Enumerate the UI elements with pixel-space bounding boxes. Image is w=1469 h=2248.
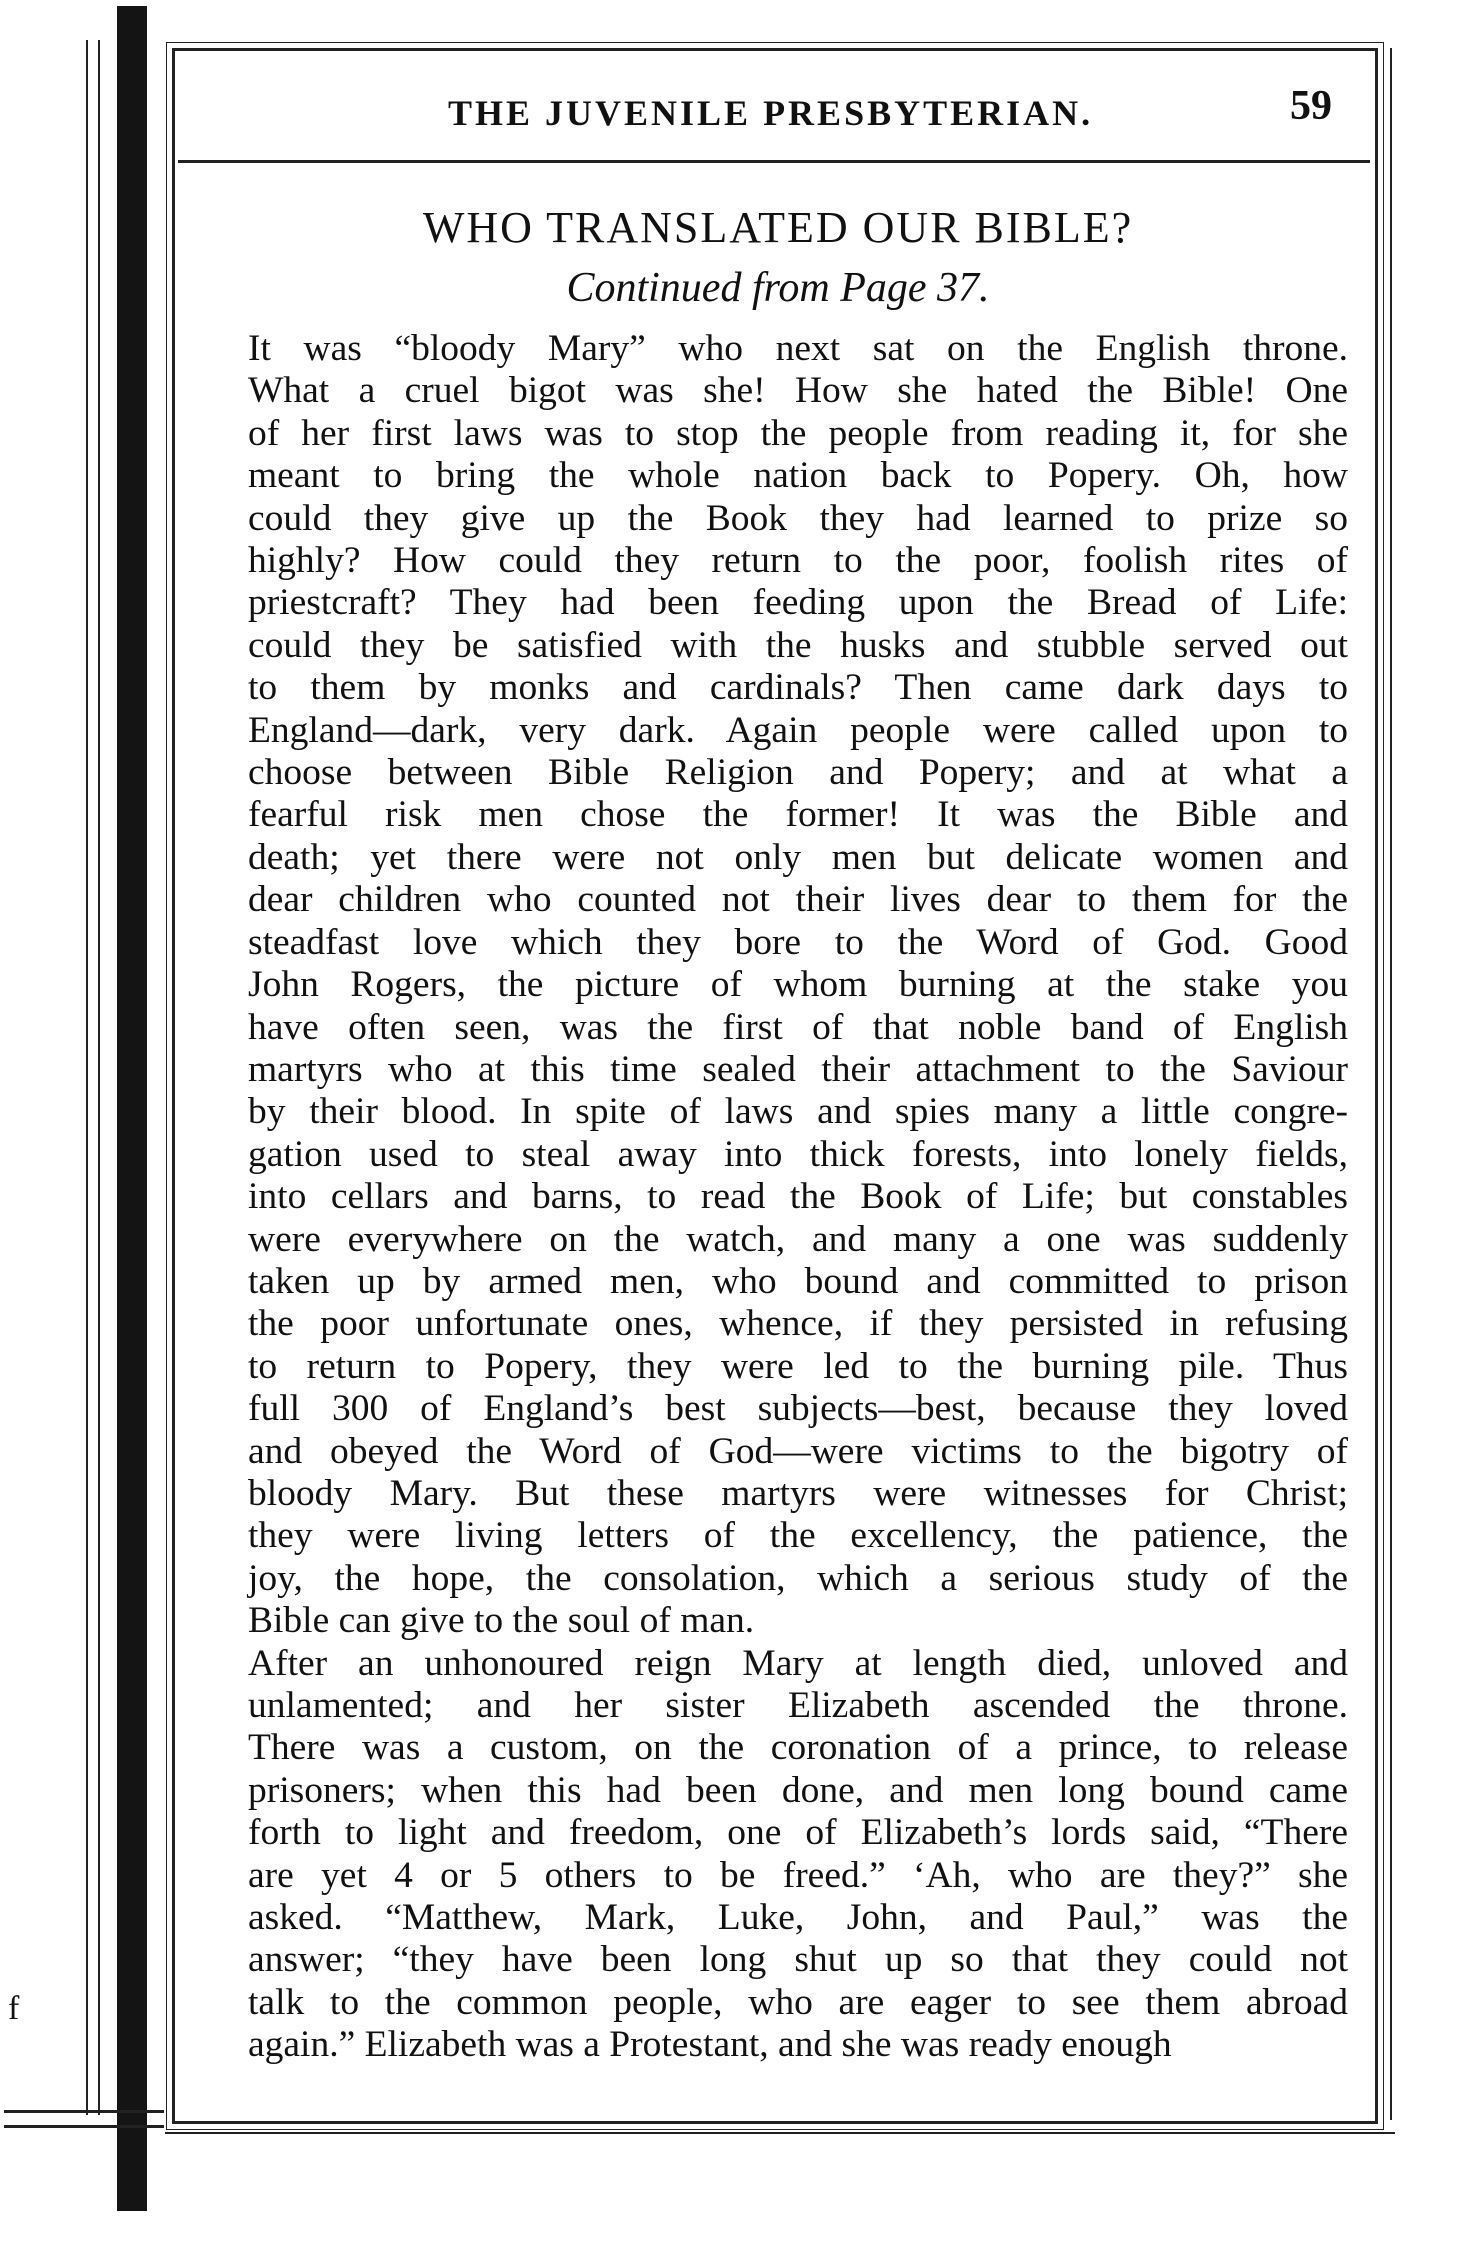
text-line: After an unhonoured reign Mary at length died, unloved and <box>248 1642 1348 1684</box>
text-line: could they give up the Book they had learned to prize so <box>248 497 1348 539</box>
text-line: talk to the common people, who are eager to see them abroad <box>248 1981 1348 2023</box>
frame-bottom-rule <box>165 2132 1395 2134</box>
text-line: Bible can give to the soul of man. <box>248 1600 755 1642</box>
running-header <box>178 52 1370 163</box>
text-line: bloody Mary. But these martyrs were witnesses for Christ; <box>248 1472 1348 1514</box>
article-subtitle: Continued from Page 37. <box>566 265 990 311</box>
text-line: again.” Elizabeth was a Protestant, and she was ready enough <box>248 2024 1172 2066</box>
text-line: highly? How could they return to the poor, foolish rites of <box>248 540 1348 582</box>
binding-foot-rule <box>4 2110 164 2113</box>
text-line: to them by monks and cardinals? Then came dark days to <box>248 667 1348 709</box>
text-line: fearful risk men chose the former! It was the Bible and <box>248 794 1348 836</box>
text-line: unlamented; and her sister Elizabeth ascended the throne. <box>248 1685 1348 1726</box>
text-line: prisoners; when this had been done, and men long bound came <box>248 1769 1348 1811</box>
frame-right-rule <box>1390 48 1392 2120</box>
binding-rule-inner <box>98 40 100 2115</box>
article-body <box>208 328 1348 2067</box>
text-line: the poor unfortunate ones, whence, if they persisted in refusing <box>248 1303 1348 1345</box>
page-number: 59 <box>1290 83 1332 129</box>
article-title: WHO TRANSLATED OUR BIBLE? <box>422 203 1134 252</box>
text-line: they were living letters of the excellency, the patience, the <box>248 1515 1348 1557</box>
text-line: and obeyed the Word of God—were victims to the bigotry of <box>248 1430 1348 1472</box>
text-line: martyrs who at this time sealed their attachment to the Saviour <box>248 1048 1348 1090</box>
journal-title: THE JUVENILE PRESBYTERIAN. <box>448 93 1094 133</box>
text-line: forth to light and freedom, one of Elizabeth’s lords said, “There <box>248 1812 1348 1854</box>
text-line: full 300 of England’s best subjects—best, because they loved <box>248 1388 1348 1430</box>
text-line: England—dark, very dark. Again people were called upon to <box>248 709 1348 751</box>
text-line: What a cruel bigot was she! How she hated the Bible! One <box>248 370 1348 412</box>
text-line: John Rogers, the picture of whom burning at the stake you <box>248 964 1348 1006</box>
text-line: priestcraft? They had been feeding upon the Bread of Life: <box>248 582 1348 624</box>
text-line: asked. “Matthew, Mark, Luke, John, and Paul,” was the <box>248 1897 1348 1939</box>
binding-foot-rule-lower <box>4 2125 164 2128</box>
binding-rule-outer <box>86 40 88 2115</box>
text-line: joy, the hope, the consolation, which a serious study of the <box>248 1557 1348 1599</box>
text-line: steadfast love which they bore to the Word of God. Good <box>248 921 1348 963</box>
text-line: It was “bloody Mary” who next sat on the English throne. <box>248 328 1348 369</box>
text-line: are yet 4 or 5 others to be freed.” ‘Ah, who are they?” she <box>248 1854 1348 1896</box>
text-line: dear children who counted not their lives dear to them for the <box>248 879 1348 921</box>
text-line: into cellars and barns, to read the Book of Life; but constables <box>248 1176 1348 1218</box>
text-line: There was a custom, on the coronation of a prince, to release <box>248 1727 1348 1769</box>
text-line: of her first laws was to stop the people from reading it, for she <box>248 412 1348 454</box>
text-line: meant to bring the whole nation back to Popery. Oh, how <box>248 455 1348 497</box>
text-line: were everywhere on the watch, and many a one was suddenly <box>248 1218 1348 1260</box>
text-line: taken up by armed men, who bound and committed to prison <box>248 1260 1348 1302</box>
text-line: death; yet there were not only men but delicate women and <box>248 836 1348 878</box>
text-line: choose between Bible Religion and Popery; and at what a <box>248 752 1348 794</box>
paragraph <box>208 1643 1348 2067</box>
text-line: have often seen, was the first of that noble band of English <box>248 1006 1348 1048</box>
binding-shadow <box>117 6 147 2211</box>
text-line: answer; “they have been long shut up so that they could not <box>248 1939 1348 1981</box>
text-line: to return to Popery, they were led to the burning pile. Thus <box>248 1345 1348 1387</box>
paragraph <box>208 328 1348 1643</box>
text-line: gation used to steal away into thick forests, into lonely fields, <box>248 1133 1348 1175</box>
text-line: by their blood. In spite of laws and spies many a little congre- <box>248 1091 1348 1133</box>
text-line: could they be satisfied with the husks and stubble served out <box>248 624 1348 666</box>
article <box>208 180 1348 2067</box>
margin-letter: f <box>8 1990 20 2027</box>
